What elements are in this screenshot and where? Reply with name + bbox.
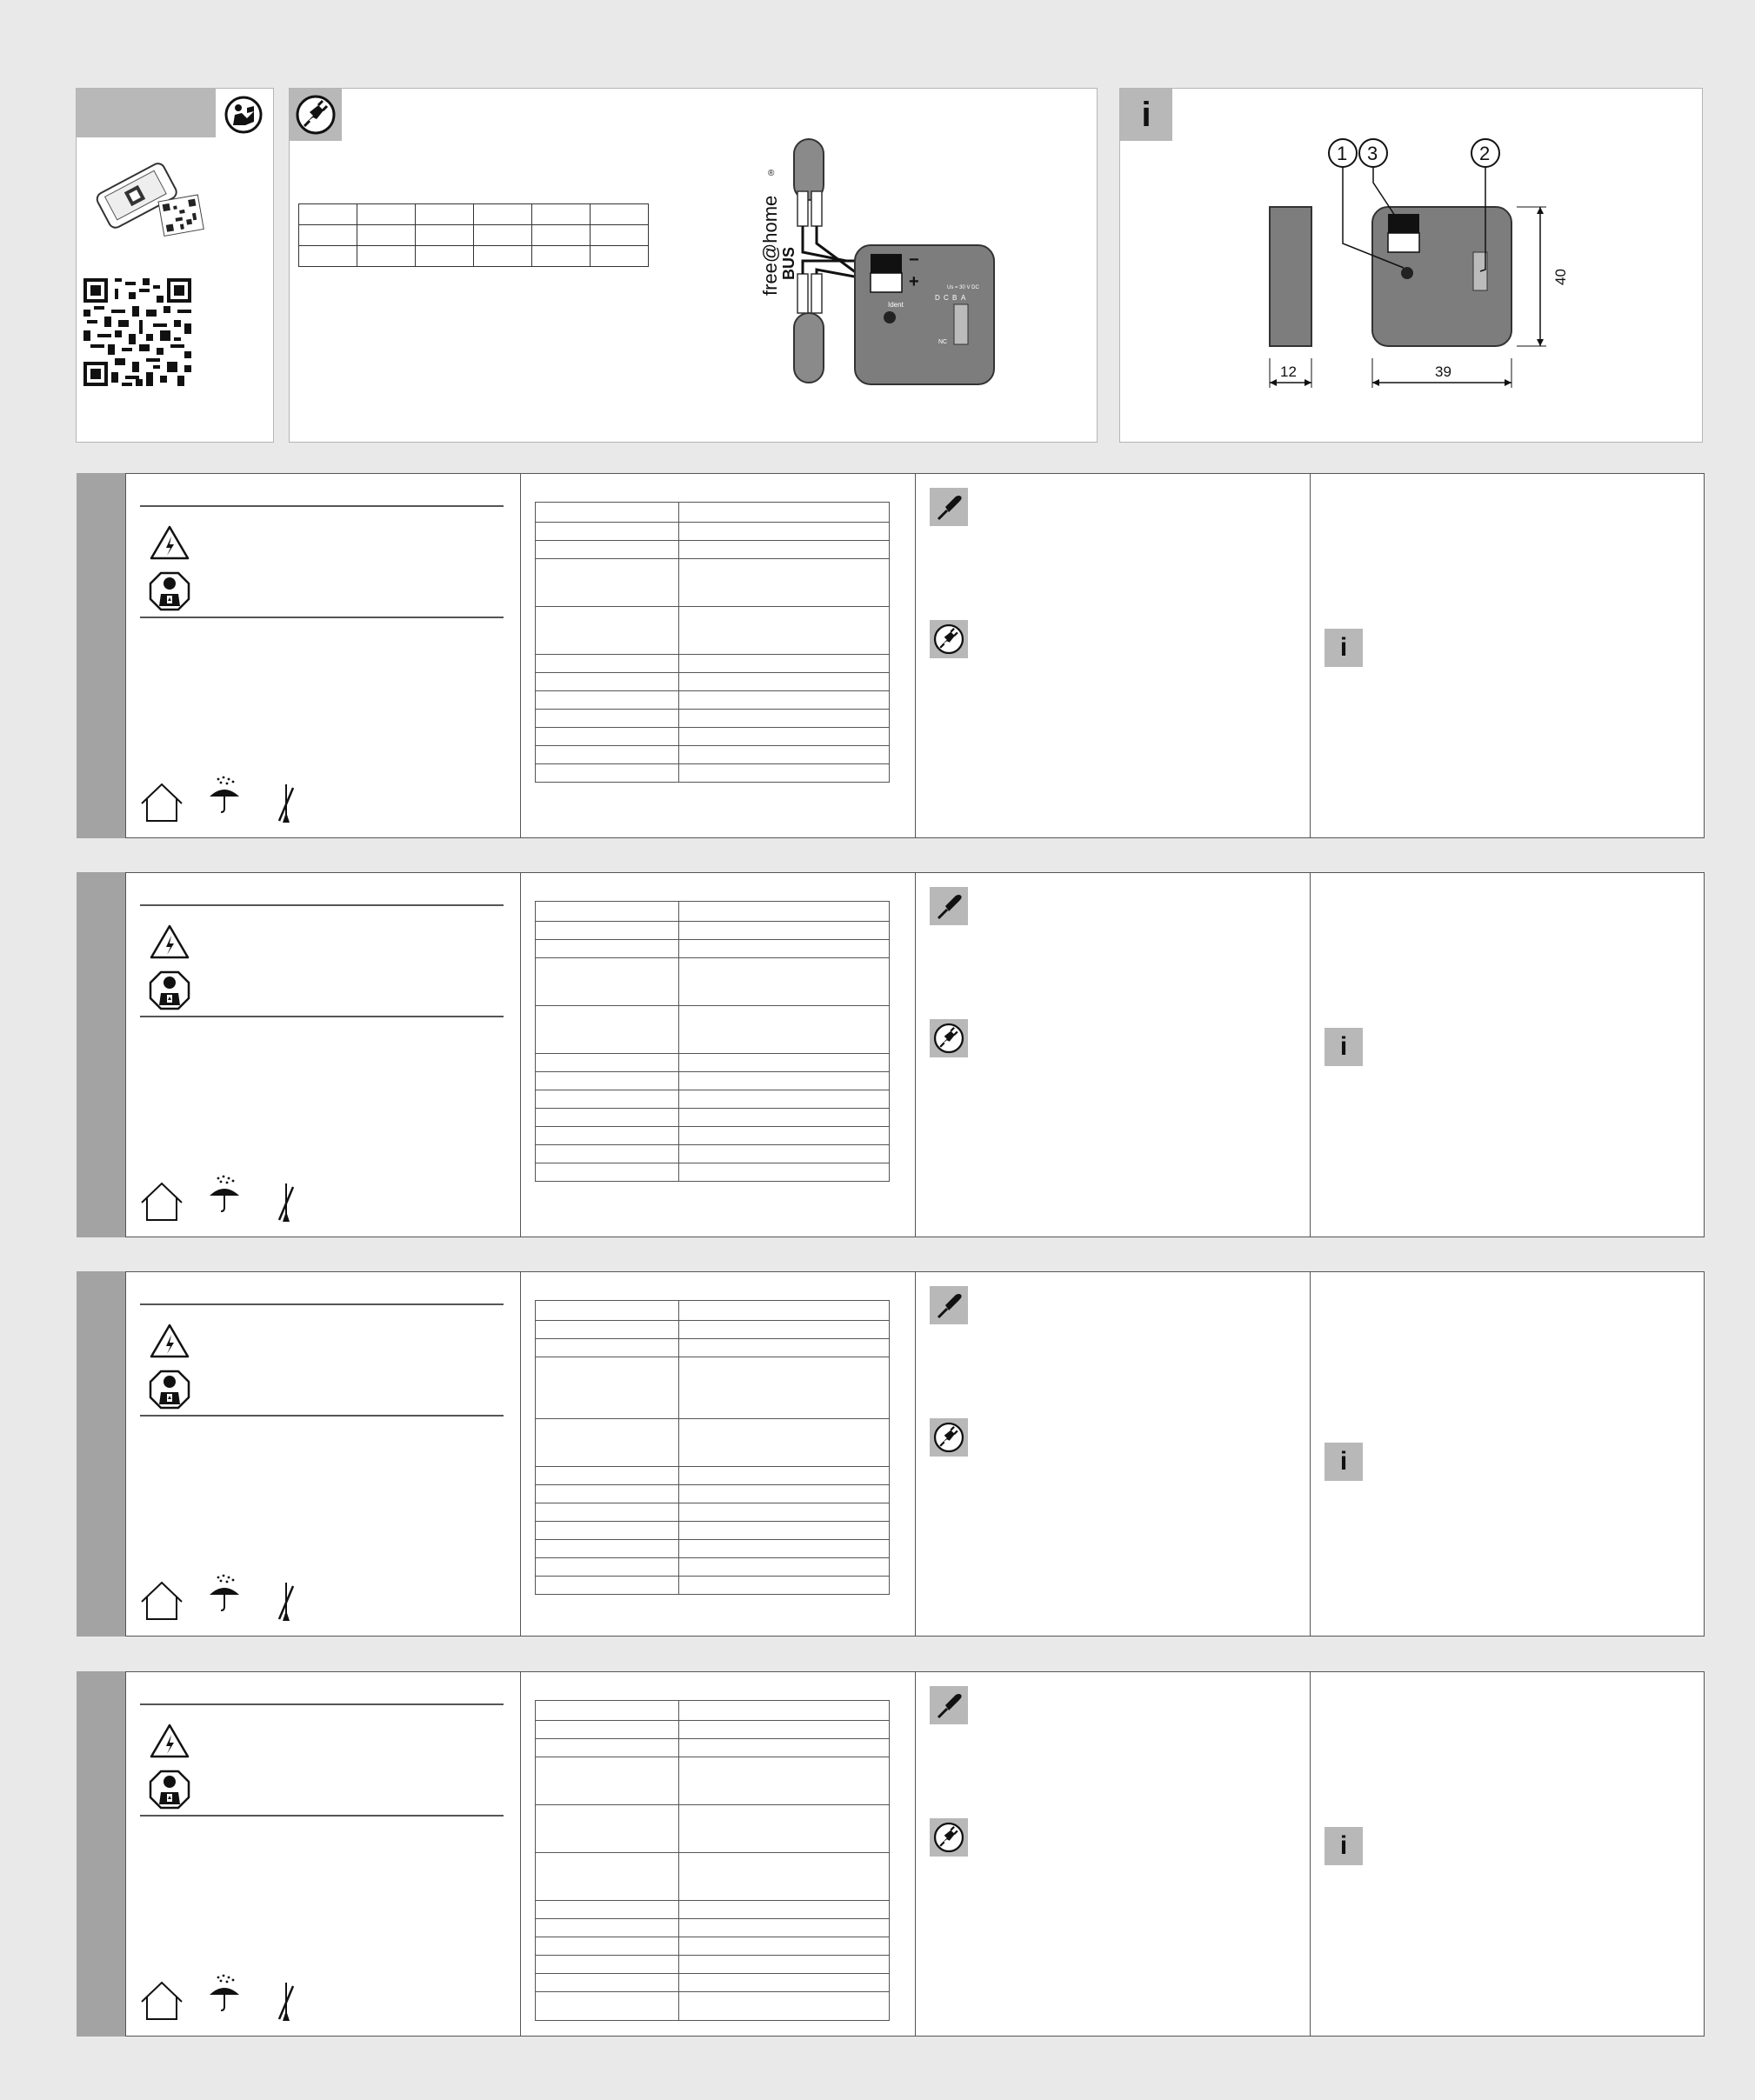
table-row [536, 1419, 890, 1467]
safety-top-rule [140, 904, 504, 906]
table-cell [536, 691, 679, 710]
table-cell [536, 710, 679, 728]
table-cell [679, 710, 890, 728]
table-cell [536, 1919, 679, 1937]
technical-data-table [535, 502, 890, 783]
channel-label-d: D [935, 294, 940, 302]
table-cell [679, 1485, 890, 1503]
safety-column [125, 1271, 522, 1637]
table-row [536, 1163, 890, 1182]
info-icon-box [1325, 1827, 1363, 1865]
info-column [1310, 1271, 1705, 1637]
table-row [536, 1357, 890, 1419]
info-icon-box [1120, 89, 1172, 141]
electrician-icon [149, 571, 190, 616]
manual-panel [76, 88, 274, 443]
brand-label: free@home [759, 195, 781, 296]
table-cell [536, 1805, 679, 1853]
callout-2: 2 [1479, 143, 1491, 164]
table-cell [679, 1721, 890, 1739]
table-cell [679, 1805, 890, 1853]
mounting-column [915, 1671, 1311, 2037]
table-row [536, 1127, 890, 1145]
table-cell [536, 1853, 679, 1901]
table-row [536, 1145, 890, 1163]
table-row [536, 1109, 890, 1127]
table-cell [536, 1577, 679, 1595]
table-cell [536, 1090, 679, 1109]
screwdriver-icon-box [930, 1286, 968, 1324]
table-cell [536, 1321, 679, 1339]
table-row [536, 1522, 890, 1540]
safety-column [125, 473, 522, 838]
language-section [77, 872, 1705, 1237]
info-icon-box [1325, 629, 1363, 667]
table-cell [536, 1109, 679, 1127]
warning-lightning-icon [149, 1723, 190, 1763]
smartphone-illustration [83, 151, 205, 247]
screwdriver-icon [933, 1290, 964, 1321]
table-row [536, 673, 890, 691]
table-cell [679, 1522, 890, 1540]
table-row [536, 1540, 890, 1558]
table-cell [679, 1956, 890, 1974]
technical-data-column [520, 872, 917, 1237]
table-cell [536, 503, 679, 523]
table-row [536, 764, 890, 783]
table-cell [536, 655, 679, 673]
table-row [536, 1919, 890, 1937]
safety-column [125, 1671, 522, 2037]
table-cell [679, 1558, 890, 1577]
table-cell [679, 1503, 890, 1522]
language-section [77, 1271, 1705, 1637]
table-cell [679, 1090, 890, 1109]
table-cell [679, 1301, 890, 1321]
callout-3: 3 [1367, 143, 1378, 164]
depth-dimension: 12 [1280, 363, 1297, 380]
table-cell [679, 1853, 890, 1901]
table-row [536, 1739, 890, 1757]
info-icon: i [1339, 1831, 1348, 1860]
wiring-table [298, 203, 649, 267]
table-cell [536, 940, 679, 958]
table-cell [679, 1127, 890, 1145]
table-cell [536, 1072, 679, 1090]
technical-data-table [535, 1700, 890, 2021]
manual-read-icon [224, 96, 263, 134]
info-column [1310, 1671, 1705, 2037]
info-icon-box [1325, 1443, 1363, 1481]
table-cell [536, 559, 679, 607]
table-row [536, 607, 890, 655]
table-cell [536, 1503, 679, 1522]
table-cell [679, 1006, 890, 1054]
table-cell [536, 1522, 679, 1540]
table-row [536, 1090, 890, 1109]
table-row [536, 1721, 890, 1739]
screwdriver-icon-box [930, 887, 968, 925]
info-icon: i [1339, 633, 1348, 662]
technical-data-column [520, 1271, 917, 1637]
table-cell [679, 559, 890, 607]
screwdriver-icon [933, 890, 964, 922]
table-cell [536, 541, 679, 559]
mounting-column [915, 1271, 1311, 1637]
plug-icon-box [930, 1418, 968, 1457]
table-cell [536, 1540, 679, 1558]
table-cell [679, 673, 890, 691]
table-cell [679, 1357, 890, 1419]
thermometer-icon [274, 1981, 300, 2027]
table-row [536, 1901, 890, 1919]
technical-data-column [520, 1671, 917, 2037]
table-cell [679, 503, 890, 523]
table-cell [679, 1577, 890, 1595]
language-section [77, 1671, 1705, 2037]
table-row [536, 1805, 890, 1853]
electrician-icon [149, 1770, 190, 1814]
table-cell [679, 1339, 890, 1357]
table-cell [679, 922, 890, 940]
wiring-panel [289, 88, 1098, 443]
table-cell [679, 523, 890, 541]
language-section [77, 473, 1705, 838]
electrician-icon [149, 970, 190, 1015]
table-row [536, 559, 890, 607]
indoor-house-icon [138, 1180, 185, 1228]
callout-1: 1 [1337, 143, 1348, 164]
table-cell [536, 673, 679, 691]
table-cell [679, 1109, 890, 1127]
table-cell [679, 1145, 890, 1163]
thermometer-icon [274, 1581, 300, 1627]
table-cell [679, 746, 890, 764]
info-icon: i [1339, 1032, 1348, 1061]
table-row [536, 1339, 890, 1357]
plug-icon [932, 1022, 965, 1055]
plug-icon [294, 93, 337, 137]
dimension-drawing [1251, 130, 1616, 443]
safety-top-rule [140, 505, 504, 507]
channel-label-c: C [944, 294, 949, 302]
safety-bottom-rule [140, 1415, 504, 1417]
table-cell [679, 1739, 890, 1757]
technical-data-table [535, 901, 890, 1182]
table-row [536, 1321, 890, 1339]
table-cell [536, 1956, 679, 1974]
table-cell [679, 691, 890, 710]
info-icon: i [1141, 95, 1151, 134]
indoor-house-icon [138, 781, 185, 829]
table-cell [536, 1357, 679, 1419]
table-cell [679, 1757, 890, 1805]
table-cell [536, 902, 679, 922]
table-row [536, 503, 890, 523]
table-cell [536, 764, 679, 783]
language-side-tab [77, 1271, 127, 1637]
plug-icon-box [930, 1019, 968, 1057]
safety-column [125, 872, 522, 1237]
table-cell [536, 1054, 679, 1072]
table-cell [679, 1937, 890, 1956]
table-row [536, 1701, 890, 1721]
safety-bottom-rule [140, 617, 504, 618]
thermometer-icon [274, 1182, 300, 1228]
table-cell [679, 1919, 890, 1937]
language-side-tab [77, 1671, 127, 2037]
table-row [536, 1956, 890, 1974]
warning-lightning-icon [149, 524, 190, 565]
table-cell [536, 728, 679, 746]
manual-header-bar [77, 89, 216, 137]
table-cell [536, 1901, 679, 1919]
width-dimension: 39 [1435, 363, 1451, 380]
nc-label: NC [938, 339, 948, 345]
table-row [536, 1577, 890, 1595]
table-row [536, 1301, 890, 1321]
table-cell [536, 1739, 679, 1757]
height-dimension: 40 [1552, 269, 1569, 285]
language-side-tab [77, 473, 127, 838]
channel-label-b: B [952, 294, 958, 302]
table-cell [536, 607, 679, 655]
table-row [536, 746, 890, 764]
table-cell [536, 958, 679, 1006]
table-cell [536, 523, 679, 541]
info-icon: i [1339, 1447, 1348, 1476]
dimensions-panel [1119, 88, 1703, 443]
table-row [536, 1853, 890, 1901]
table-cell [679, 902, 890, 922]
table-cell [536, 1992, 679, 2021]
table-cell [536, 1419, 679, 1467]
table-cell [536, 922, 679, 940]
table-cell [536, 1127, 679, 1145]
channel-label-a: A [961, 294, 966, 302]
table-row [536, 1757, 890, 1805]
plug-icon [932, 1821, 965, 1854]
table-cell [536, 1757, 679, 1805]
plug-icon-box [930, 1818, 968, 1857]
table-row [536, 728, 890, 746]
table-cell [679, 1540, 890, 1558]
voltage-label: Us = 30 V DC [947, 285, 979, 290]
plug-icon [932, 623, 965, 656]
terminal-minus-label: − [909, 250, 919, 270]
table-row [536, 1558, 890, 1577]
indoor-house-icon [138, 1979, 185, 2027]
table-row [536, 1937, 890, 1956]
umbrella-rain-icon [206, 1574, 243, 1617]
wiring-diagram [742, 130, 1029, 400]
ident-label: Ident [888, 301, 904, 309]
thermometer-icon [274, 783, 300, 829]
safety-top-rule [140, 1303, 504, 1305]
indoor-house-icon [138, 1579, 185, 1627]
technical-data-column [520, 473, 917, 838]
table-row [536, 1467, 890, 1485]
table-cell [536, 1937, 679, 1956]
language-side-tab [77, 872, 127, 1237]
table-row [536, 710, 890, 728]
table-row [536, 902, 890, 922]
table-cell [679, 1163, 890, 1182]
table-cell [679, 1072, 890, 1090]
warning-lightning-icon [149, 923, 190, 964]
table-cell [679, 655, 890, 673]
table-cell [679, 764, 890, 783]
table-cell [679, 958, 890, 1006]
umbrella-rain-icon [206, 1175, 243, 1217]
technical-data-table [535, 1300, 890, 1595]
table-cell [536, 746, 679, 764]
registered-mark: ® [768, 169, 775, 178]
table-cell [679, 1701, 890, 1721]
bus-label: BUS [780, 246, 797, 280]
qr-code [83, 278, 191, 386]
screwdriver-icon [933, 491, 964, 523]
table-cell [536, 1701, 679, 1721]
table-row [536, 1054, 890, 1072]
screwdriver-icon [933, 1690, 964, 1721]
info-column [1310, 872, 1705, 1237]
table-row [536, 922, 890, 940]
plug-icon-box [290, 89, 342, 141]
table-row [536, 523, 890, 541]
table-cell [679, 607, 890, 655]
table-cell [679, 541, 890, 559]
mounting-column [915, 473, 1311, 838]
table-row [536, 655, 890, 673]
table-cell [536, 1163, 679, 1182]
table-row [536, 1485, 890, 1503]
table-cell [536, 1145, 679, 1163]
table-row [536, 1974, 890, 1992]
table-row [536, 1503, 890, 1522]
info-icon-box [1325, 1028, 1363, 1066]
table-cell [536, 1006, 679, 1054]
table-cell [679, 728, 890, 746]
table-row [536, 940, 890, 958]
safety-bottom-rule [140, 1815, 504, 1817]
umbrella-rain-icon [206, 1974, 243, 2017]
warning-lightning-icon [149, 1323, 190, 1363]
table-cell [679, 1054, 890, 1072]
table-cell [679, 940, 890, 958]
plug-icon [932, 1421, 965, 1454]
table-cell [536, 1339, 679, 1357]
screwdriver-icon-box [930, 488, 968, 526]
umbrella-rain-icon [206, 776, 243, 818]
table-row [536, 1006, 890, 1054]
electrician-icon [149, 1370, 190, 1414]
table-cell [536, 1467, 679, 1485]
terminal-plus-label: + [909, 272, 919, 291]
table-row [536, 1992, 890, 2021]
table-cell [536, 1301, 679, 1321]
mounting-column [915, 872, 1311, 1237]
plug-icon-box [930, 620, 968, 658]
table-cell [536, 1974, 679, 1992]
table-cell [679, 1419, 890, 1467]
table-cell [536, 1485, 679, 1503]
table-row [536, 691, 890, 710]
table-cell [536, 1558, 679, 1577]
table-row [536, 1072, 890, 1090]
safety-top-rule [140, 1703, 504, 1705]
table-row [536, 541, 890, 559]
info-column [1310, 473, 1705, 838]
table-cell [679, 1321, 890, 1339]
table-cell [679, 1901, 890, 1919]
table-cell [679, 1467, 890, 1485]
table-cell [536, 1721, 679, 1739]
safety-bottom-rule [140, 1016, 504, 1017]
screwdriver-icon-box [930, 1686, 968, 1724]
table-row [536, 958, 890, 1006]
table-cell [679, 1992, 890, 2021]
table-cell [679, 1974, 890, 1992]
